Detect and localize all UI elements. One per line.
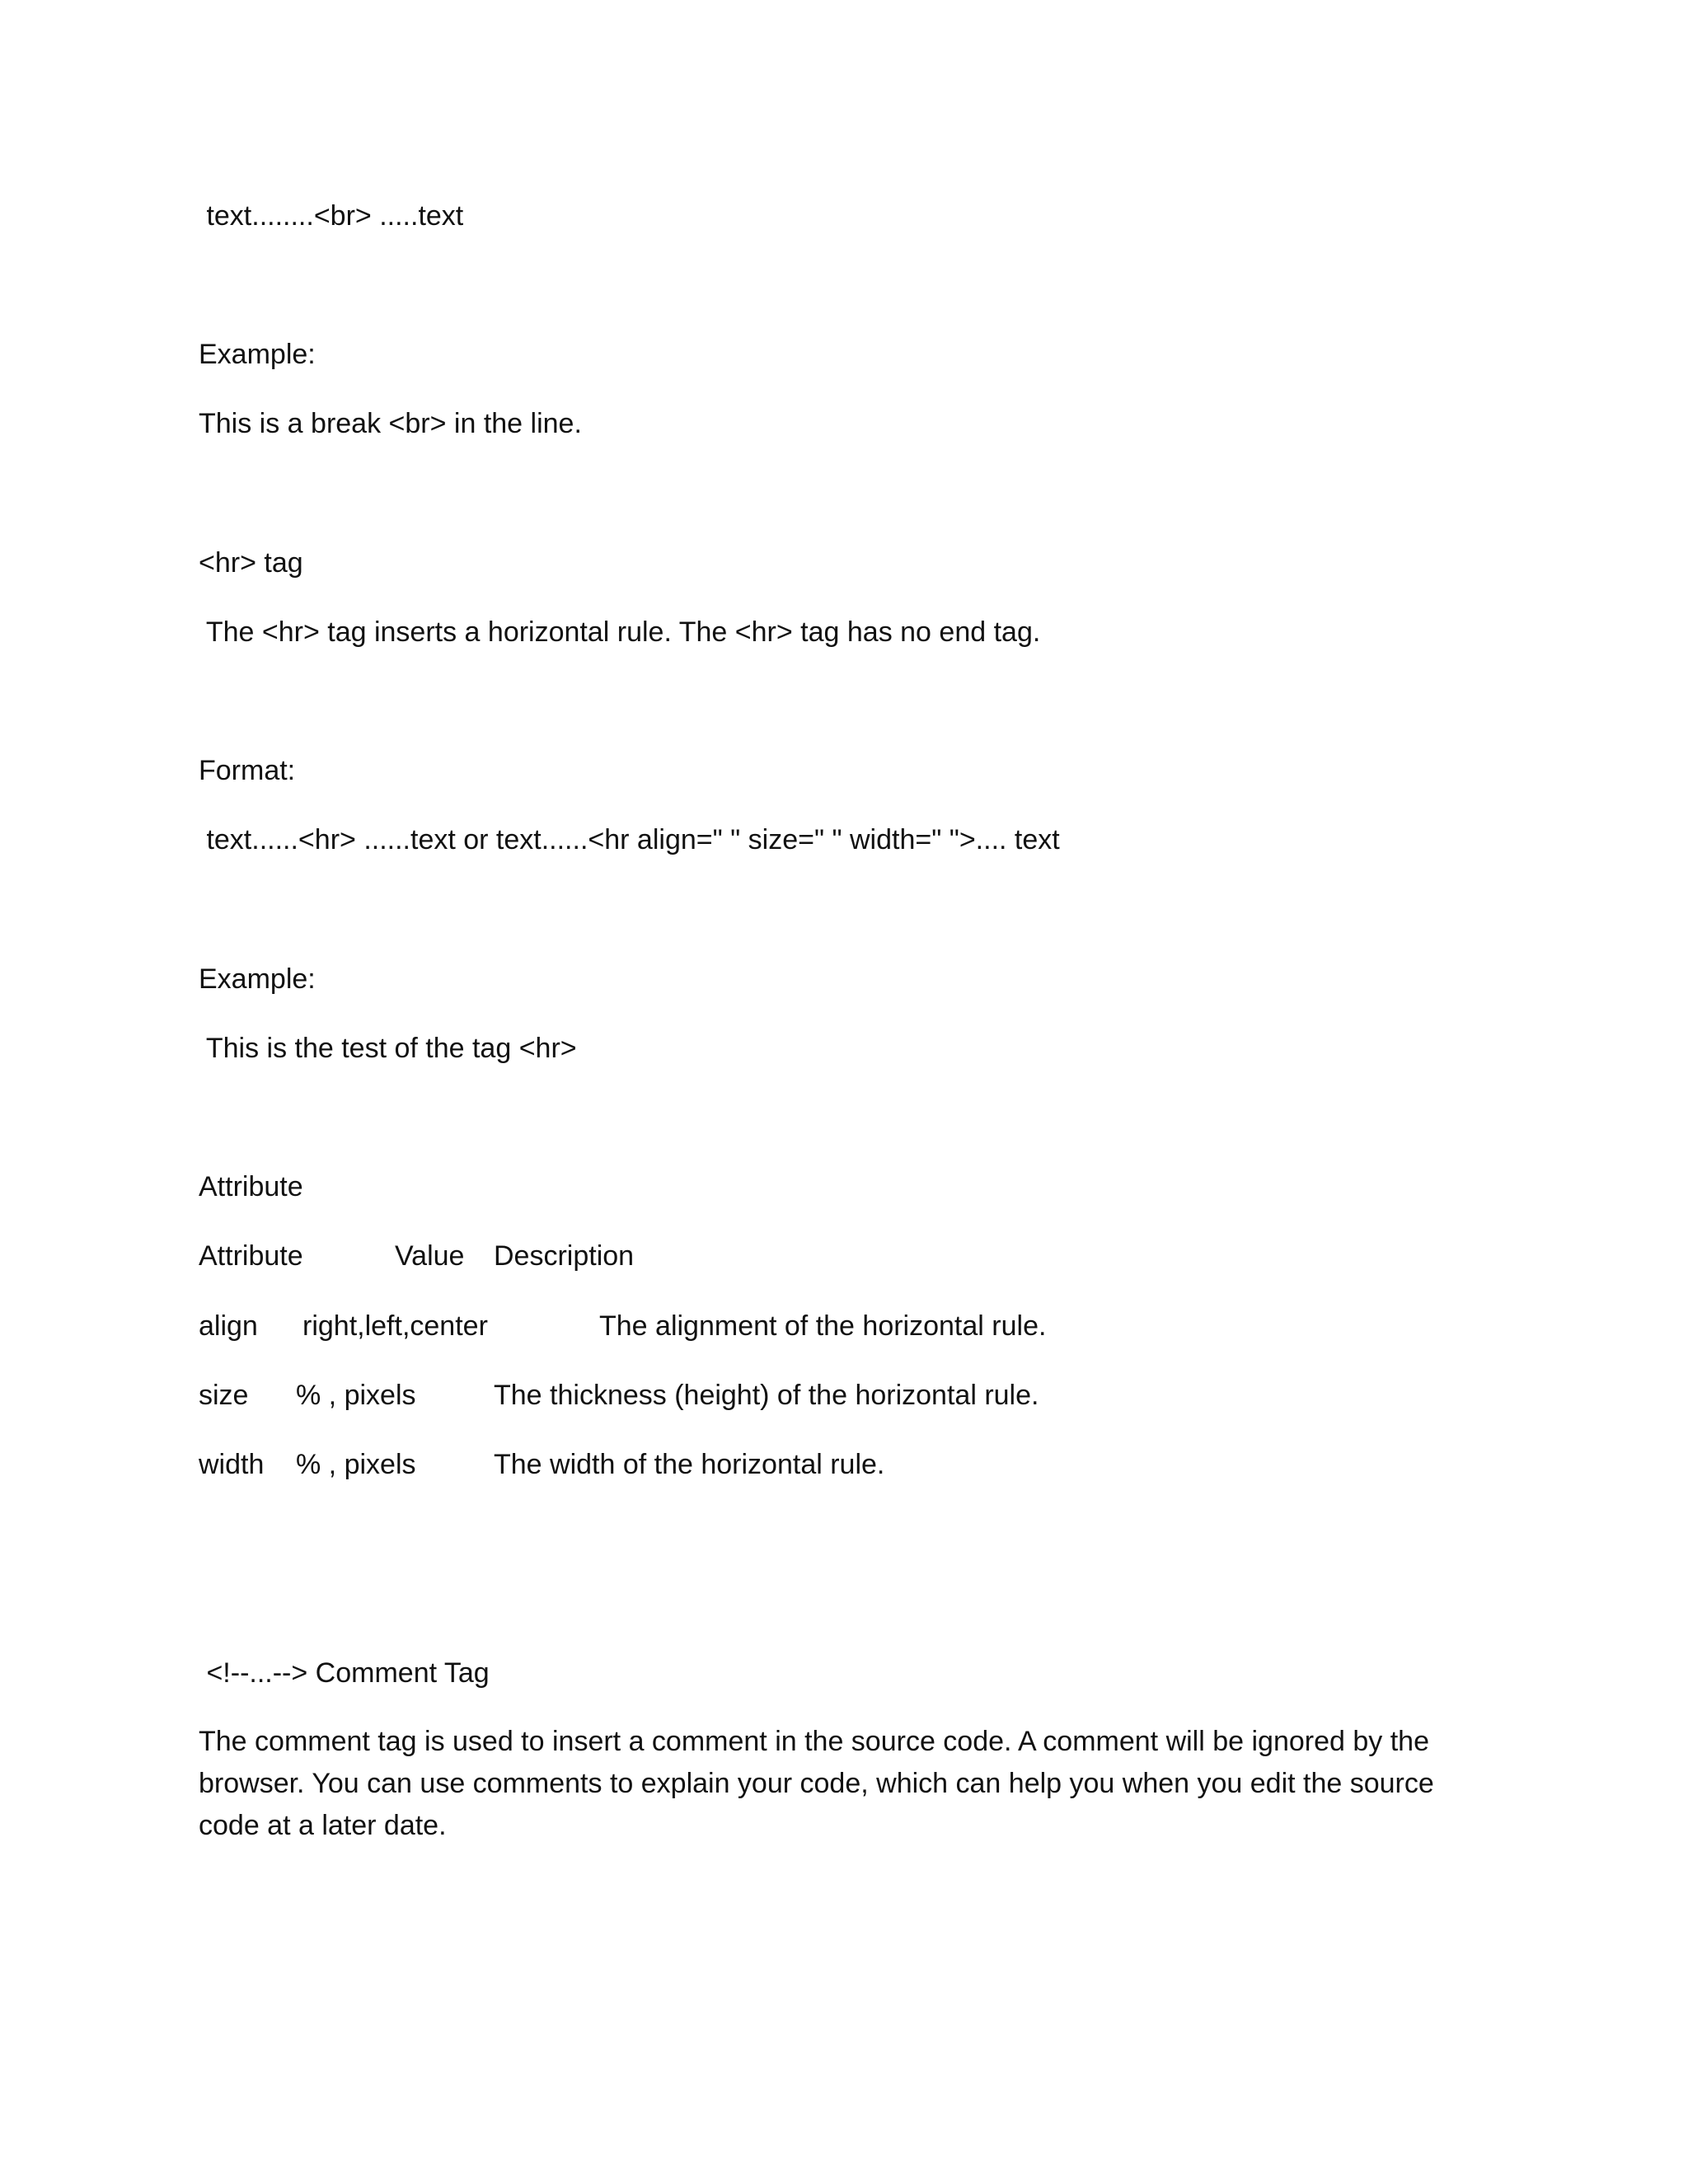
hr-example-text: This is the test of the tag <hr> (199, 1033, 577, 1064)
table-cell: % , pixels (296, 1380, 416, 1411)
table-header-cell: Attribute (199, 1240, 303, 1272)
table-cell: The width of the horizontal rule. (494, 1449, 885, 1480)
br-format-line: text........<br> .....text (199, 200, 464, 232)
format-label: Format: (199, 755, 296, 786)
table-cell: size (199, 1380, 249, 1411)
attribute-heading: Attribute (199, 1171, 303, 1202)
table-header-cell: Description (494, 1240, 635, 1272)
table-cell: The thickness (height) of the horizontal rule. (494, 1380, 1039, 1411)
hr-tag-description: The <hr> tag inserts a horizontal rule. The <hr> tag has no end tag. (199, 616, 1041, 648)
example-label: Example: (199, 963, 316, 995)
hr-tag-heading: <hr> tag (199, 547, 303, 579)
hr-format-line: text......<hr> ......text or text......<hr align=" " size=" " width=" ">.... text (199, 824, 1060, 855)
comment-tag-description: The comment tag is used to insert a comment in the source code. A comment will be ignored by the browser. You can use comments to explain your code, which can help you when you edit the source code at a later date. (199, 1726, 1434, 1841)
table-cell: right,left,center (302, 1310, 488, 1342)
table-cell: The alignment of the horizontal rule. (599, 1310, 1047, 1342)
table-cell: width (199, 1449, 265, 1480)
table-cell: align (199, 1310, 258, 1342)
comment-tag-heading: <!--...--> Comment Tag (199, 1657, 490, 1689)
table-header-cell: Value (395, 1240, 465, 1272)
example-label: Example: (199, 339, 316, 370)
table-cell: % , pixels (296, 1449, 416, 1480)
br-example-text: This is a break <br> in the line. (199, 408, 582, 439)
